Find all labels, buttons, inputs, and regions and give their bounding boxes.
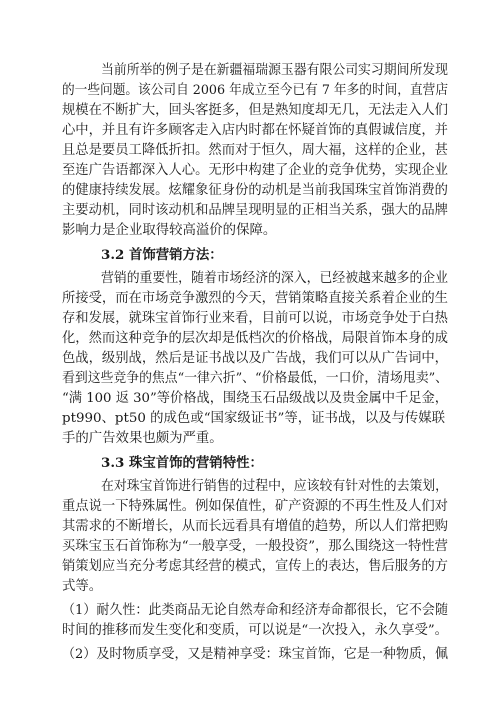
line-text: 的健康持续发展。炫耀象征身份的动机是当前我国珠宝首饰消费的: [62, 183, 448, 198]
line-text: “满 100 返 30”等价格战，围绕玉石品级战以及贵金属中千足金，: [62, 391, 448, 406]
line-text: 规模在不断扩大，回头客挺多，但是熟知度却无几，无法走入人们: [62, 103, 448, 118]
line-text: 重点说一下特殊属性。例如保值性，矿产资源的不再生性及人们对: [62, 499, 448, 514]
line-text: 式等。: [62, 579, 103, 594]
line-text: 买珠宝玉石首饰称为“一般享受，一般投资”，那么围绕这一特性营: [62, 539, 448, 554]
line-text: 色战，级别战，然后是证书战以及广告战，我们可以从广告词中，: [62, 351, 448, 366]
line-text: pt990、pt50 的成色或“国家级证书”等，证书战，以及与传媒联: [62, 411, 446, 426]
line-text: 销策划应当充分考虑其经营的模式，宣传上的表达，售后服务的方: [62, 559, 448, 574]
heading-text: 3.3 珠宝首饰的营销特性：: [101, 455, 263, 471]
line-text: 在对珠宝首饰进行销售的过程中，应该较有针对性的去策划，: [101, 479, 449, 494]
line-text: 营销的重要性，随着市场经济的深入，已经被越来越多的企业: [101, 271, 449, 286]
line-text: 化，然而这种竞争的层次却是低档次的价格战，局限首饰本身的成: [62, 331, 448, 346]
line-text: 所接受，而在市场竞争激烈的今天，营销策略直接关系着企业的生: [62, 291, 448, 306]
line-text: 其需求的不断增长，从而长远看具有增值的趋势，所以人们常把购: [62, 519, 448, 534]
line-text: 时间的推移而发生变化和变质，可以说是“一次投入，永久享受”。: [62, 623, 448, 638]
heading-text: 3.2 首饰营销方法：: [101, 247, 223, 263]
line-text: 且总是要员工降低折扣。然而对于恒久，周大福，这样的企业，甚: [62, 143, 448, 158]
line-text: 存和发展，就珠宝首饰行业来看，目前可以说，市场竞争处于白热: [62, 311, 448, 326]
line-text: 看到这些竞争的焦点“一律六折”、“价格最低，一口价，清场甩卖”、: [62, 371, 448, 386]
line-text: 当前所举的例子是在新疆福瑞源玉器有限公司实习期间所发现: [101, 63, 449, 78]
line-text: 心中，并且有许多顾客走入店内时都在怀疑首饰的真假诚信度，并: [62, 123, 448, 138]
line-text: 的一些问题。该公司自 2006 年成立至今已有 7 年多的时间，直营店: [62, 83, 449, 98]
line-text: 至连广告语都深入人心。无形中构建了企业的竞争优势，实现企业: [62, 163, 448, 178]
line-text: 影响力是企业取得较高溢价的保障。: [62, 223, 277, 238]
line-text: 主要动机，同时该动机和品牌呈现明显的正相当关系，强大的品牌: [62, 203, 448, 218]
line-text: （2）及时物质享受，又是精神享受：珠宝首饰，它是一种物质，佩: [62, 647, 448, 662]
line-text: 手的广告效果也颇为严重。: [62, 431, 223, 446]
line-text: （1）耐久性：此类商品无论自然寿命和经济寿命都很长，它不会随: [62, 603, 448, 618]
